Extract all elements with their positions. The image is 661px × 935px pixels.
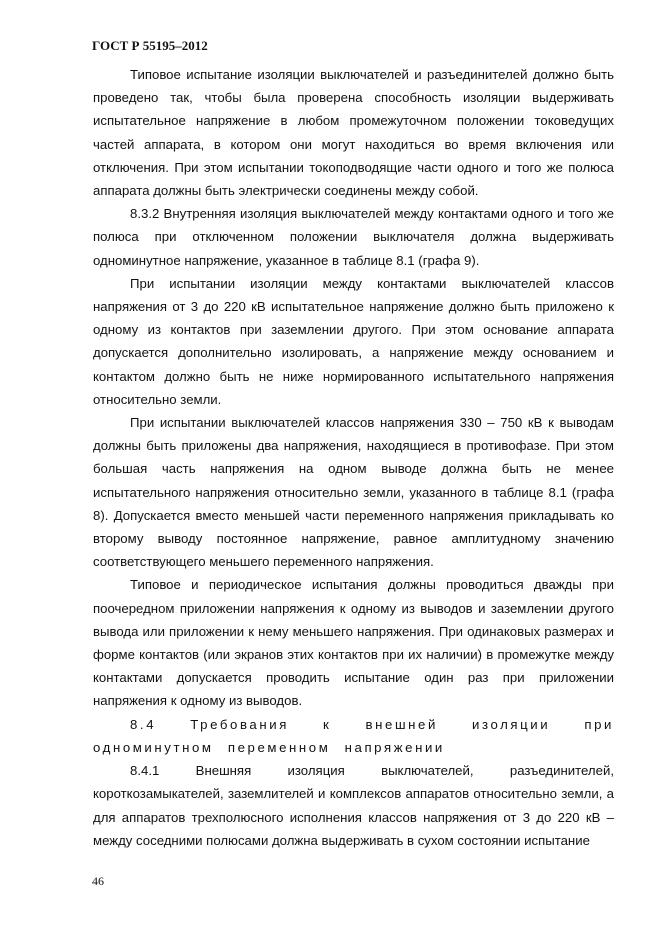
section-heading-8-4: 8.4 Требования к внешней изоляции при одноминутном переменном напряжении [93,716,614,755]
paragraph-8-4-1: 8.4.1 Внешняя изоляция выключателей, разъединителей, короткозамыкателей, заземлителей и комплексов аппаратов относительно земли, а для аппаратов трехполюсного исполнения классов напряжения от 3 до 220 кВ – между соседними полюсами должна выдерживать в сухом состоянии испытание [93,763,614,848]
paragraph-8-3-2: 8.3.2 Внутренняя изоляция выключателей между контактами одного и того же полюса при отключенном положении выключателя должна выдерживать одноминутное напряжение, указанное в таблице 8.1 (графа 9). [93,206,614,268]
page-number: 46 [92,874,104,888]
paragraph-periodic-test: Типовое и периодическое испытания должны проводиться дважды при поочередном приложении напряжения к одному из выводов и заземлении другого вывода или приложении к нему меньшего напряжения. При одинаковых размерах и форме контактов (или экранов этих контактов при их наличии) в промежутке между контактами допускается проводить испытание один раз при приложении напряжения к одному из выводов. [93,577,614,709]
document-header: ГОСТ Р 55195–2012 [92,38,208,53]
document-body [93,63,614,852]
paragraph-type-test-insulation: Типовое испытание изоляции выключателей и разъединителей должно быть проведено так, чтобы была проверена способность изоляции выдерживать испытательное напряжение в любом промежуточном положении токоведущих частей аппарата, в котором они могут находиться во время включения или отключения. При этом испытании токоподводящие части одного и того же полюса аппарата должны быть электрически соединены между собой. [93,67,614,199]
paragraph-test-330-750kv: При испытании выключателей классов напряжения 330 – 750 кВ к выводам должны быть приложены два напряжения, находящиеся в противофазе. При этом большая часть напряжения на одном выводе должна быть не менее испытательного напряжения относительно земли, указанного в таблице 8.1 (графа 8). Допускается вместо меньшей части переменного напряжения прикладывать ко второму выводу постоянное напряжение, равное амплитудному значению соответствующего меньшего переменного напряжения. [93,415,614,570]
paragraph-test-3-220kv: При испытании изоляции между контактами выключателей классов напряжения от 3 до 220 кВ испытательное напряжение должно быть приложено к одному из контактов при заземлении другого. При этом основание аппарата допускается дополнительно изолировать, а напряжение между основанием и контактом должно быть не ниже нормированного испытательного напряжения относительно земли. [93,275,614,407]
